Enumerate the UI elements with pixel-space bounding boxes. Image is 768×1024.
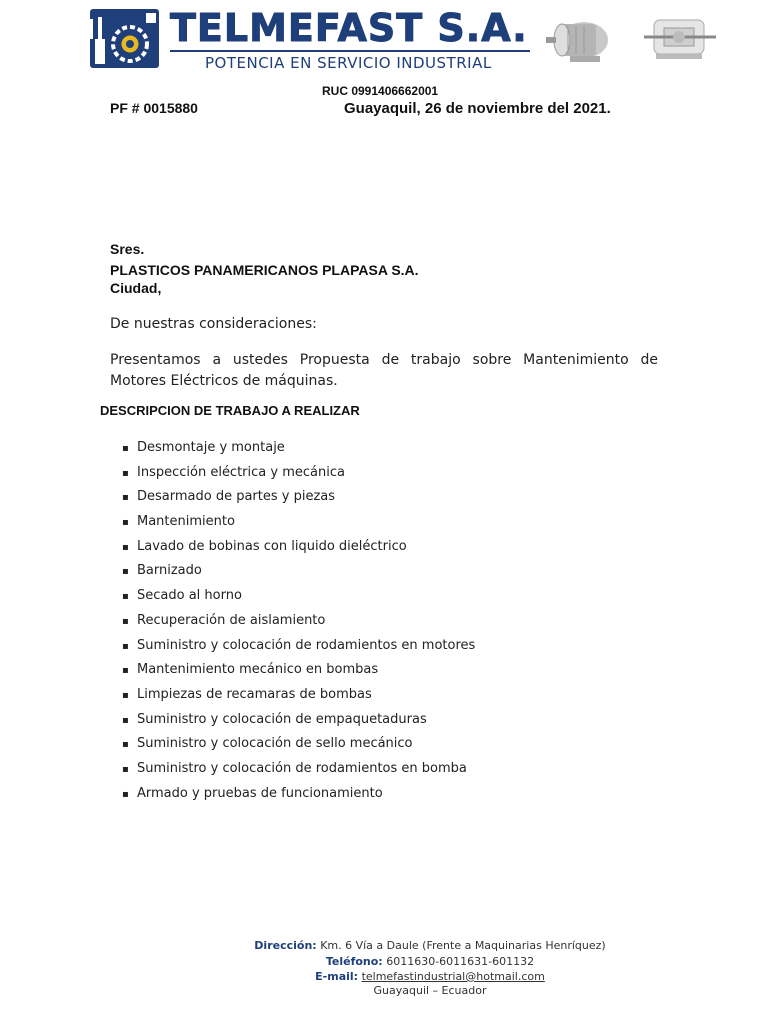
list-item: ▪ Suministro y colocación de rodamientos en bomba: [122, 758, 475, 783]
list-item: ▪ Secado al horno: [122, 585, 475, 610]
bullet-icon: ▪: [122, 517, 129, 529]
electric-motor-icon: [544, 14, 616, 70]
list-item: ▪ Desmontaje y montaje: [122, 437, 475, 462]
email-link[interactable]: telmefastindustrial@hotmail.com: [361, 970, 545, 983]
letter-date: Guayaquil, 26 de noviembre del 2021.: [344, 100, 611, 117]
bullet-icon: ▪: [122, 788, 129, 800]
bullet-icon: ▪: [122, 689, 129, 701]
list-item: ▪ Recuperación de aislamiento: [122, 610, 475, 635]
salutation: Sres.: [110, 241, 145, 257]
address-label: Dirección:: [254, 939, 317, 952]
bullet-icon: ▪: [122, 541, 129, 553]
footer-location: Guayaquil – Ecuador: [373, 984, 487, 997]
footer-email: [0, 970, 768, 983]
intro-paragraph: Presentamos a ustedes Propuesta de trabajo sobre Mantenimiento de Motores Eléctricos de máquinas.: [110, 352, 658, 389]
bullet-icon: ▪: [122, 640, 129, 652]
list-item: ▪ Inspección eléctrica y mecánica: [122, 462, 475, 487]
proforma-number: PF # 0015880: [110, 100, 198, 116]
list-item: ▪ Barnizado: [122, 560, 475, 585]
greeting: De nuestras consideraciones:: [110, 316, 317, 332]
bullet-icon: ▪: [122, 763, 129, 775]
list-item: ▪ Limpiezas de recamaras de bombas: [122, 684, 475, 709]
phone-label: Teléfono:: [325, 955, 383, 968]
bullet-icon: ▪: [122, 467, 129, 479]
company-name: TELMEFAST S.A.: [170, 6, 528, 50]
bullet-icon: ▪: [122, 443, 129, 454]
company-tagline: POTENCIA EN SERVICIO INDUSTRIAL: [205, 54, 492, 72]
list-item: ▪ Desarmado de partes y piezas: [122, 486, 475, 511]
bullet-icon: ▪: [122, 615, 129, 627]
section-title: DESCRIPCION DE TRABAJO A REALIZAR: [100, 403, 360, 418]
bullet-icon: ▪: [122, 739, 129, 751]
list-item: ▪ Lavado de bobinas con liquido dieléctrico: [122, 536, 475, 561]
bullet-icon: ▪: [122, 714, 129, 726]
motor-cutaway-icon: [644, 10, 718, 70]
recipient-city: Ciudad,: [110, 280, 162, 296]
phone-value: 6011630-6011631-601132: [386, 955, 535, 968]
list-item: ▪ Suministro y colocación de rodamientos en motores: [122, 635, 475, 660]
task-list: [122, 437, 475, 807]
email-label: E-mail:: [315, 970, 359, 983]
recipient-name: PLASTICOS PANAMERICANOS PLAPASA S.A.: [110, 262, 419, 278]
bullet-icon: ▪: [122, 566, 129, 578]
list-item: ▪ Suministro y colocación de sello mecánico: [122, 733, 475, 758]
footer-phone: [0, 955, 768, 968]
ruc-number: RUC 0991406662001: [322, 84, 439, 98]
company-logo-icon: [90, 9, 159, 68]
bullet-icon: ▪: [122, 591, 129, 603]
list-item: ▪ Mantenimiento: [122, 511, 475, 536]
bullet-icon: ▪: [122, 492, 129, 504]
bullet-icon: ▪: [122, 665, 129, 677]
list-item: ▪ Armado y pruebas de funcionamiento: [122, 783, 475, 808]
header-divider: [170, 50, 530, 52]
list-item: ▪ Suministro y colocación de empaquetaduras: [122, 709, 475, 734]
footer-address: [0, 939, 768, 952]
list-item: ▪ Mantenimiento mecánico en bombas: [122, 659, 475, 684]
address-value: Km. 6 Vía a Daule (Frente a Maquinarias Henríquez): [320, 939, 606, 952]
